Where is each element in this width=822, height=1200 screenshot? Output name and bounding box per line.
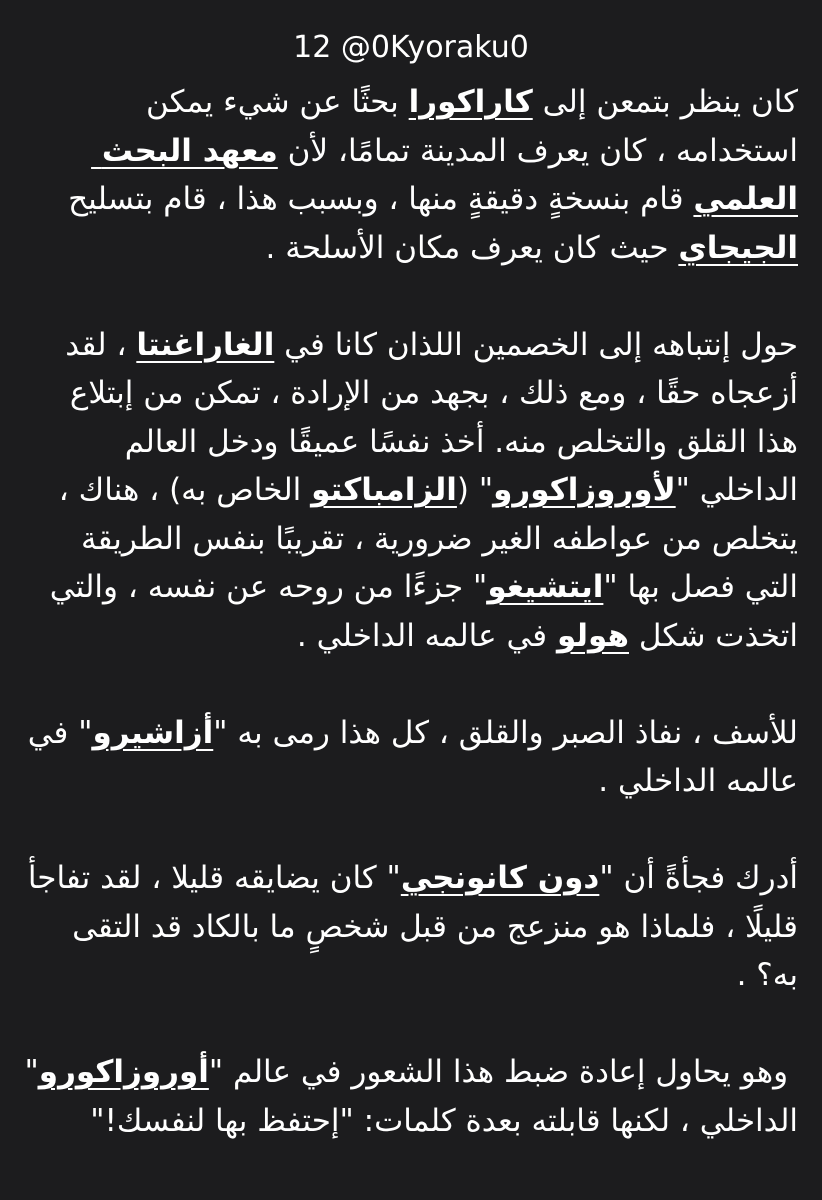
paragraph-text: حيث كان يعرف مكان الأسلحة .	[265, 229, 679, 266]
underlined-term: الغاراغنتا	[136, 326, 275, 363]
post-header	[0, 30, 822, 66]
paragraph	[24, 78, 798, 272]
paragraph-text: " (	[456, 472, 494, 508]
paragraph	[14, 1048, 798, 1145]
paragraph-text: " جزءًا من روحه عن نفسه ، والتي اتخذت شكل	[39, 569, 798, 654]
paragraph-text: " كان يضايقه قليلا ، لقد تفاجأ قليلًا ، فلماذا هو منزعج من قبل شخصٍ ما بالكاد قد التقى به؟ .	[18, 860, 798, 993]
paragraph	[18, 854, 798, 1000]
underlined-term: دون كانونجي	[400, 860, 600, 896]
paragraph	[17, 709, 798, 806]
note-body	[14, 78, 798, 1145]
paragraph-text: في عالمه الداخلي .	[296, 617, 557, 654]
underlined-term: معهد البحث العلمي	[91, 132, 798, 217]
paragraph-text: وهو يحاول إعادة ضبط هذا الشعور في عالم "	[208, 1054, 798, 1090]
paragraph-text: بحثًا عن شيء يمكن استخدامه ، كان يعرف المدينة تمامًا، لأن	[136, 84, 798, 169]
paragraph-text: ، لقد أزعجاه حقًا ، ومع ذلك ، بجهد من الإرادة ، تمكن من إبتلاع هذا القلق والتخلص منه. أخذ نفسًا عميقًا ودخل العالم الداخلي "	[55, 326, 798, 508]
underlined-term: الجيجاي	[678, 229, 798, 266]
paragraph-text: قام بنسخةٍ دقيقةٍ منها ، وبسبب هذا ، قام بتسليح	[58, 181, 694, 217]
post-counter-handle: 12 @0Kyoraku0	[293, 30, 529, 65]
paragraph-text: أدرك فجأةً أن "	[599, 860, 798, 896]
paragraph-text: " في عالمه الداخلي .	[17, 714, 798, 799]
underlined-term: لأوروزاكورو	[493, 472, 676, 508]
paragraph	[24, 321, 798, 661]
underlined-term: ايتشيغو	[487, 569, 604, 605]
underlined-term: كاراكورا	[408, 84, 533, 120]
underlined-term: أزاشيرو	[92, 714, 214, 751]
underlined-term: الزامباكتو	[311, 472, 457, 508]
underlined-term: أوروزاكورو	[38, 1054, 209, 1090]
paragraph-text: الخاص به) ، هناك ، يتخلص من عواطفه الغير ضرورية ، تقريبًا بنفس الطريقة التي فصل بها "	[48, 472, 798, 605]
paragraph-text: للأسف ، نفاذ الصبر والقلق ، كل هذا رمى به "	[213, 714, 798, 751]
paragraph-text: حول إنتباهه إلى الخصمين اللذان كانا في	[274, 326, 798, 363]
underlined-term: هولو	[556, 617, 629, 654]
paragraph-text: " الداخلي ، لكنها قابلته بعدة كلمات: "إحتفظ بها لنفسك!"	[14, 1054, 798, 1139]
paragraph-text: كان ينظر بتمعن إلى	[532, 84, 798, 120]
